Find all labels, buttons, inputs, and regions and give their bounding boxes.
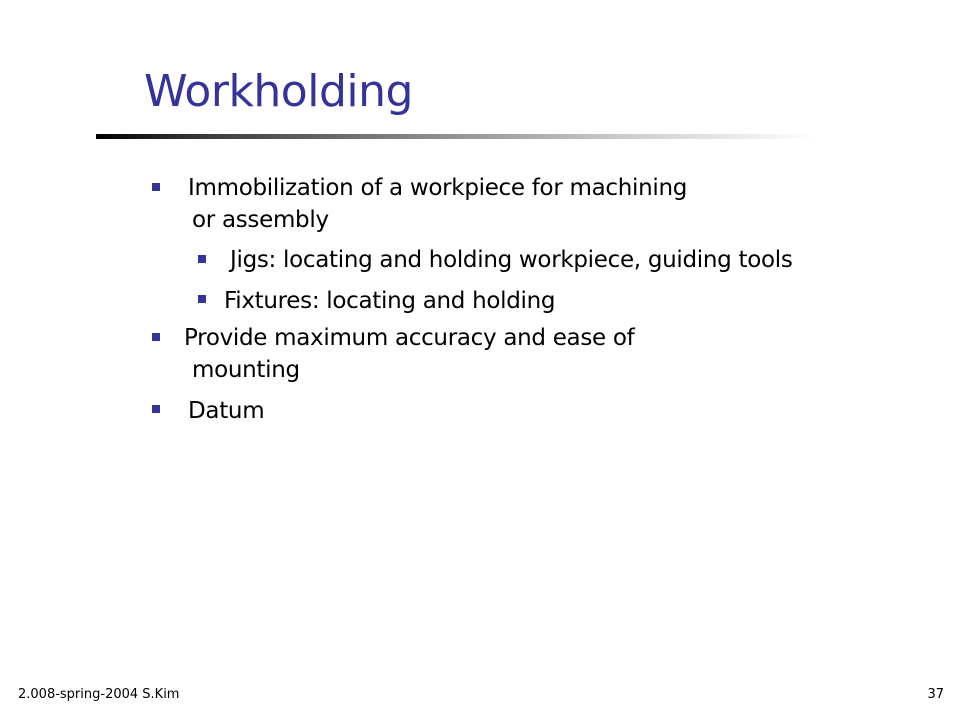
square-bullet-icon	[198, 255, 206, 263]
sub-bullet-text: Jigs: locating and holding workpiece, guiding tools	[230, 247, 793, 273]
bullet-text-line-1: Immobilization of a workpiece for machining	[188, 175, 688, 201]
page-number: 37	[927, 687, 944, 702]
square-bullet-icon	[152, 405, 160, 413]
title-divider	[96, 134, 816, 139]
footer-course-label: 2.008-spring-2004 S.Kim	[18, 687, 180, 702]
sub-bullet-text: Fixtures: locating and holding	[224, 288, 556, 314]
slide-title: Workholding	[144, 66, 413, 117]
bullet-text-line-1: Provide maximum accuracy and ease of	[184, 325, 635, 351]
bullet-text-line-2: mounting	[192, 357, 300, 383]
bullet-text-line-2: or assembly	[192, 207, 329, 233]
square-bullet-icon	[152, 333, 160, 341]
square-bullet-icon	[198, 295, 206, 303]
bullet-text-line-1: Datum	[188, 398, 265, 424]
square-bullet-icon	[152, 183, 160, 191]
